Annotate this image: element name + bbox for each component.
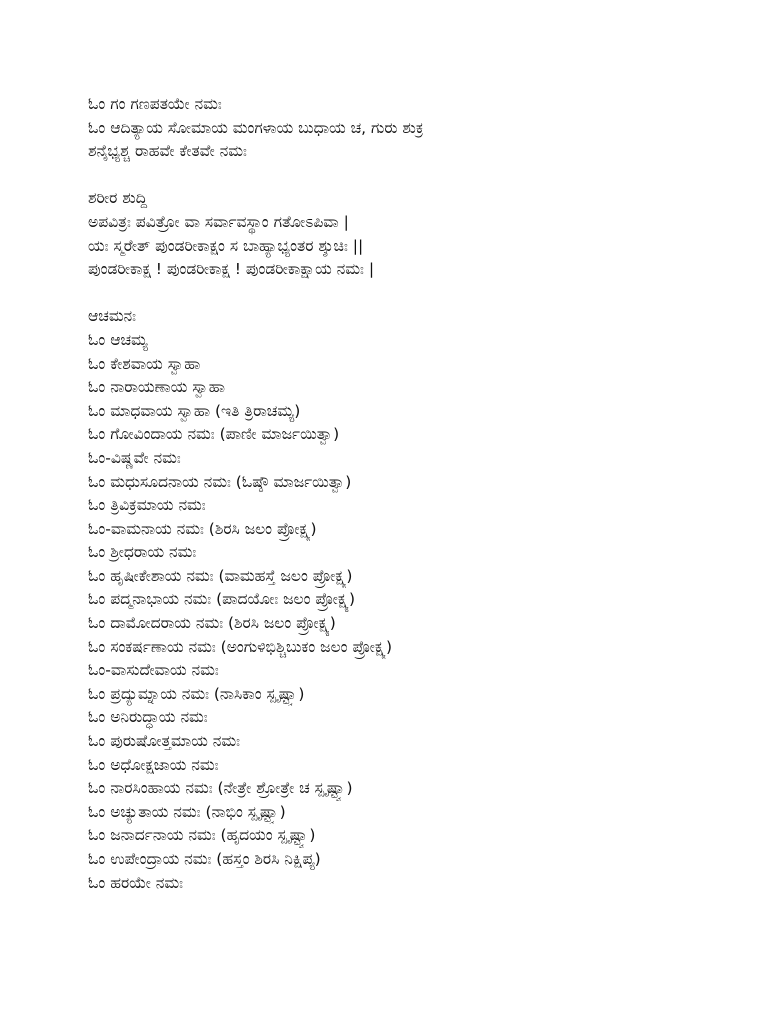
document-body [88,93,748,895]
shuddhi-verse-line: ಯಃ ಸ್ಮರೇತ್ ಪುಂಡರೀಕಾಕ್ಷಂ ಸ ಬಾಹ್ಯಾಭ್ಯಂತರ ಶ್ಶುಚಿಃ || [88,236,364,255]
spacer [88,164,748,188]
invocation-line-navagraha: ಓಂ ಆದಿತ್ಯಾಯ ಸೋಮಾಯ ಮಂಗಳಾಯ ಬುಧಾಯ ಚ, ಗುರು ಶುಕ್ರ [88,118,424,137]
achamana-line: ಓಂ ಜನಾರ್ದನಾಯ ನಮಃ (ಹೃದಯಂ ಸ್ಪೃಷ್ಟ್ವಾ) [88,826,316,845]
achamana-line: ಓಂ ಕೇಶವಾಯ ಸ್ವಾಹಾ [88,354,201,373]
achamana-line: ಓಂ ದಾಮೋದರಾಯ ನಮಃ (ಶಿರಸಿ ಜಲಂ ಪ್ರೋಕ್ಷ್ಯ) [88,614,336,633]
achamana-line: ಓಂ ಅಚ್ಯುತಾಯ ನಮಃ (ನಾಭಿಂ ಸ್ಪೃಷ್ಟ್ವಾ) [88,802,286,821]
shuddhi-verse-line: ಅಪವಿತ್ರಃ ಪವಿತ್ರೋ ವಾ ಸರ್ವಾವಸ್ಥಾಂ ಗತೋಽಪಿವಾ | [88,212,349,231]
achamana-line: ಓಂ ಅಧೋಕ್ಷಜಾಯ ನಮಃ [88,755,219,774]
achamana-line: ಓಂ-ವಾಸುದೇವಾಯ ನಮಃ [88,661,219,680]
achamana-line: ಓಂ ಪ್ರದ್ಯುಮ್ನಾಯ ನಮಃ (ನಾಸಿಕಾಂ ಸ್ಪೃಷ್ಟ್ವಾ) [88,684,305,703]
spacer [88,282,748,306]
achamana-line: ಓಂ-ವಿಷ್ಣವೇ ನಮಃ [88,448,181,467]
achamana-section [88,305,748,895]
achamana-line: ಓಂ-ವಾಮನಾಯ ನಮಃ (ಶಿರಸಿ ಜಲಂ ಪ್ರೋಕ್ಷ್ಯ) [88,519,317,538]
achamana-line: ಓಂ ಪದ್ಮನಾಭಾಯ ನಮಃ (ಪಾದಯೋಃ ಜಲಂ ಪ್ರೋಕ್ಷ್ಯ) [88,590,356,609]
invocation-line-navagraha-cont: ಶನೈಭ್ಯಶ್ಚ ರಾಹವೇ ಕೇತವೇ ನಮಃ [88,142,247,161]
achamana-line: ಓಂ ಹೃಷೀಕೇಶಾಯ ನಮಃ (ವಾಮಹಸ್ತೆ ಜಲಂ ಪ್ರೋಕ್ಷ್ಯ) [88,566,353,585]
achamana-line: ಓಂ ಮಧುಸೂದನಾಯ ನಮಃ (ಓಷ್ಠೌ ಮಾರ್ಜಯಿತ್ವಾ) [88,472,352,491]
invocation-block [88,93,748,164]
shuddhi-section [88,187,748,281]
achamana-line: ಓಂ ಸಂಕರ್ಷಣಾಯ ನಮಃ (ಅಂಗುಳಿಭಿಶ್ಚಿಬುಕಂ ಜಲಂ ಪ್ರೋಕ್ಷ್ಯ) [88,637,393,656]
shuddhi-verse-line: ಪುಂಡರೀಕಾಕ್ಷ ! ಪುಂಡರೀಕಾಕ್ಷ ! ಪುಂಡರೀಕಾಕ್ಷಾಯ ನಮಃ | [88,260,375,279]
achamana-line: ಓಂ ಮಾಧವಾಯ ಸ್ವಾಹಾ (ಇತಿ ತ್ರಿರಾಚಮ್ಯ) [88,401,301,420]
invocation-line-ganapati: ಓಂ ಗಂ ಗಣಪತಯೇ ನಮಃ [88,95,222,113]
achamana-line: ಓಂ ಉಪೇಂದ್ರಾಯ ನಮಃ (ಹಸ್ತಂ ಶಿರಸಿ ನಿಕ್ಷಿಪ್ಯ) [88,850,321,868]
achamana-line: ಓಂ ಗೋವಿಂದಾಯ ನಮಃ (ಪಾಣೀ ಮಾರ್ಜಯಿತ್ವಾ) [88,425,340,444]
achamana-line: ಓಂ ನಾರಸಿಂಹಾಯ ನಮಃ (ನೇತ್ರೇ ಶ್ರೋತ್ರೇ ಚ ಸ್ಪೃಷ್ಟ್ವಾ) [88,779,353,798]
achamana-line: ಓಂ ನಾರಾಯಣಾಯ ಸ್ವಾಹಾ [88,378,225,397]
achamana-line: ಓಂ ಶ್ರೀಧರಾಯ ನಮಃ [88,543,197,562]
achamana-line: ಓಂ ಅನಿರುದ್ಧಾಯ ನಮಃ [88,708,208,727]
achamana-line: ಓಂ ಪುರುಷೋತ್ತಮಾಯ ನಮಃ [88,732,240,751]
achamana-line: ಓಂ ತ್ರಿವಿಕ್ರಮಾಯ ನಮಃ [88,496,206,515]
section-heading-achamana: ಆಚಮನಃ [88,307,137,326]
achamana-line: ಓಂ ಹರಯೇ ನಮಃ [88,873,183,892]
achamana-line: ಓಂ ಆಚಮ್ಯ [88,330,148,349]
section-heading-shuddhi: ಶರೀರ ಶುದ್ದಿ [88,189,148,208]
